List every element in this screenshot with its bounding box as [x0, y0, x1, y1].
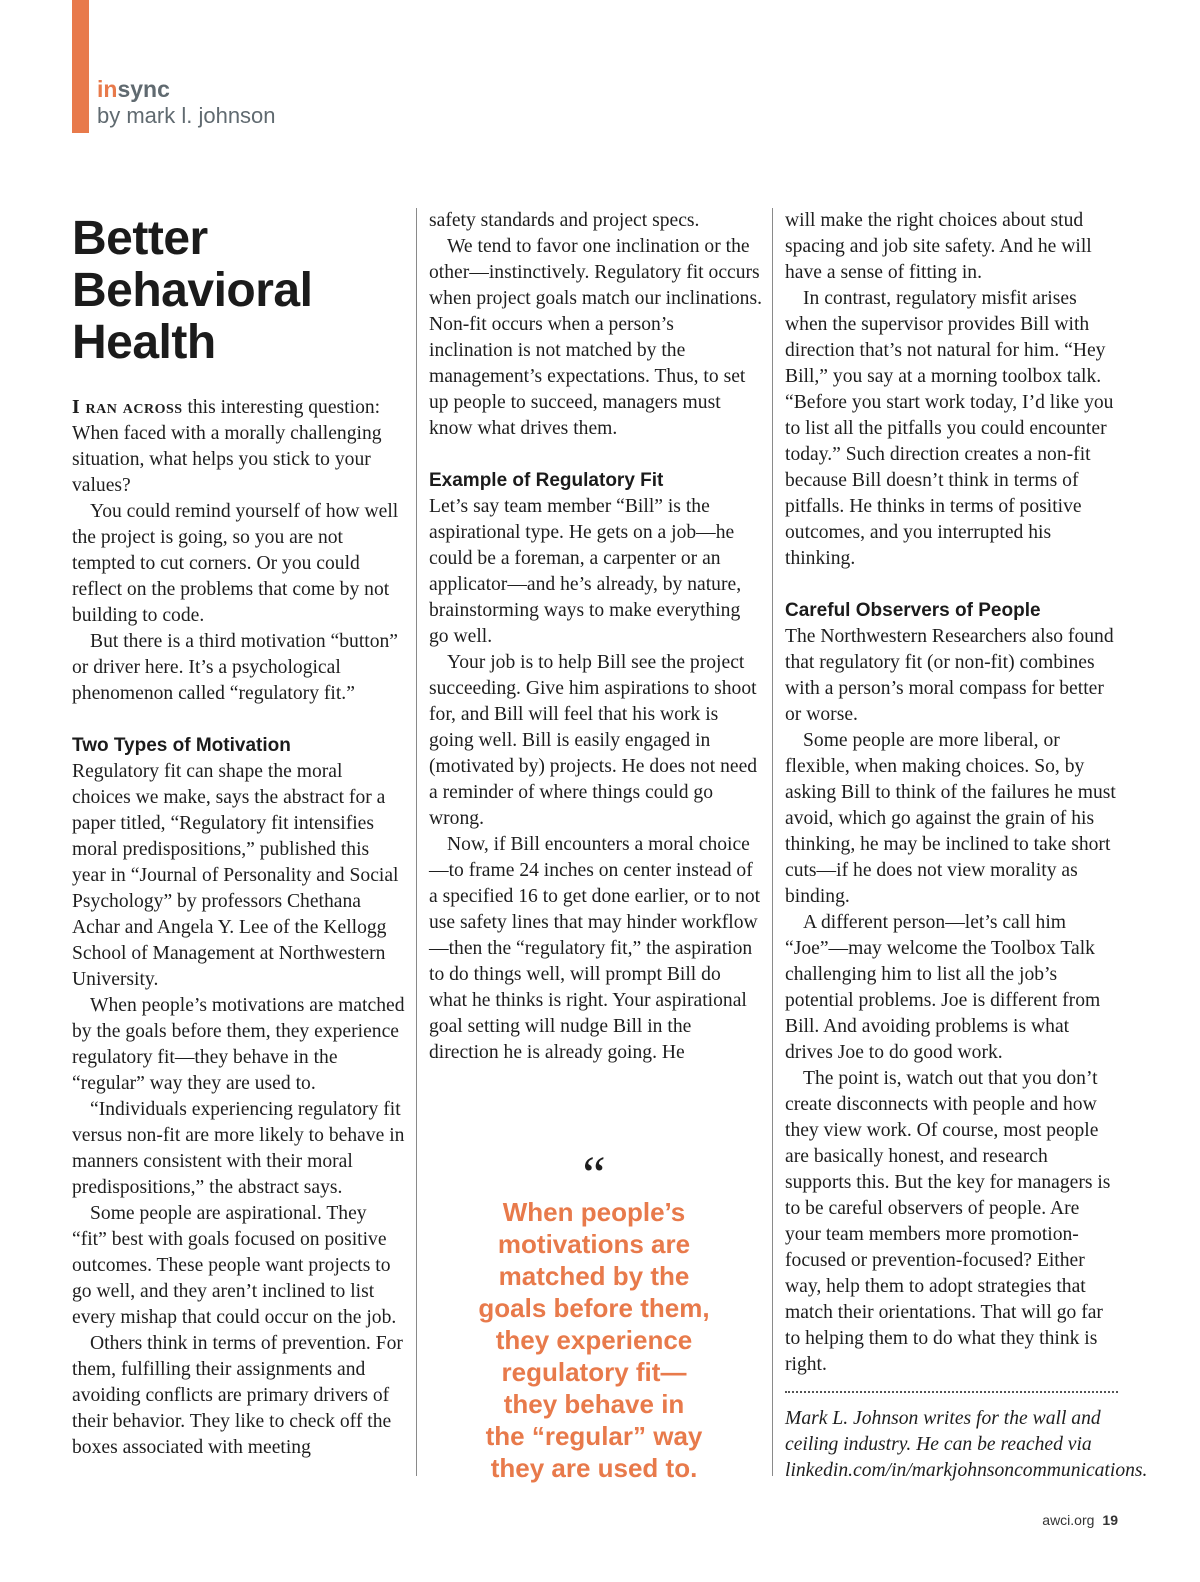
article-column-3 — [785, 208, 1118, 1378]
paragraph: Now, if Bill encounters a moral choice—to frame 24 inches on center instead of a specified 16 to get done earlier, or to not use safety lines that may hinder workflow—then the “regulatory fit,” the aspiration to do things well, will prompt Bill do what he thinks is right. Your aspirational goal setting will nudge Bill in the direction he is already going. He — [429, 834, 761, 1063]
paragraph: Some people are more liberal, or flexible, when making choices. So, by asking Bill to think of the failures he must avoid, which go against the grain of his thinking, he may be inclined to take short cuts—if he does not view morality as binding. — [785, 730, 1116, 907]
paragraph: We tend to favor one inclination or the other—instinctively. Regulatory fit occurs when project goals match our inclinations. Non-fit occurs when a person’s inclination is not matched by the management’s expectations. Thus, to set up people to succeed, managers must know what drives them. — [429, 236, 763, 439]
paragraph — [72, 395, 405, 499]
paragraph: Let’s say team member “Bill” is the aspirational type. He gets on a job—he could be a foreman, a carpenter or an applicator—and he’s already, by nature, brainstorming ways to make everything go well. — [429, 496, 742, 647]
paragraph: But there is a third motivation “button” or driver here. It’s a psychological phenomenon called “regulatory fit.” — [72, 631, 398, 704]
quote-mark-icon: “ — [582, 1147, 606, 1204]
pull-quote: When people’s motivations are matched by the goals before them, they experience regulatory fit— they behave in the “regular” way they are used to. — [478, 1197, 710, 1483]
paragraph: The point is, watch out that you don’t create disconnects with people and how they view work. Of course, most people are basically honest, and research supports this. But the key for managers is to be careful observers of people. Are your team members more promotion-focused or prevention-focused? Either way, help them to adopt strategies that match their orientations. That will go far to helping them to do what they think is right. — [785, 1068, 1111, 1375]
paragraph: You could remind yourself of how well the project is going, so you are not tempted to cut corners. Or you could reflect on the problems that come by not building to code. — [72, 501, 399, 626]
author-bio: Mark L. Johnson writes for the wall and ceiling industry. He can be reached via linkedin.com/in/markjohnsoncommunications. — [785, 1408, 1148, 1481]
article-column-2 — [429, 208, 762, 1066]
column-author: by mark l. johnson — [97, 103, 276, 128]
logo-sync: sync — [117, 76, 170, 102]
page-footer — [1042, 1512, 1118, 1528]
paragraph: Some people are aspirational. They “fit” best with goals focused on positive outcomes. These people want projects to go well, and they aren’t inclined to list every mishap that could occur on the job. — [72, 1203, 397, 1328]
paragraph: Others think in terms of prevention. For them, fulfilling their assignments and avoiding conflicts are primary drivers of their behavior. They like to check off the boxes associated with meeting — [72, 1333, 403, 1458]
paragraph: Your job is to help Bill see the project succeeding. Give him aspirations to shoot for, and Bill will feel that his work is going well. Bill is easily engaged in (motivated by) projects. He does not need a reminder of where things could go wrong. — [429, 652, 758, 829]
page-number: 19 — [1102, 1512, 1118, 1528]
paragraph: In contrast, regulatory misfit arises when the supervisor provides Bill with direction that’s not natural for him. “Hey Bill,” you say at a morning toolbox talk. “Before you start work today, I’d like you to list all the pitfalls you could encounter today.” Such direction creates a non-fit because Bill doesn’t think in terms of pitfalls. He thinks in terms of positive outcomes, and you interrupted his thinking. — [785, 288, 1114, 569]
paragraph: Regulatory fit can shape the moral choices we make, says the abstract for a paper titled, “Regulatory fit intensifies moral predispositions,” published this year in “Journal of Personality and Social Psychology” by professors Chethana Achar and Angela Y. Lee of the Kellogg School of Management at Northwestern University. — [72, 761, 399, 990]
article-headline: Better Behavioral Health — [72, 212, 313, 369]
column-logo — [97, 76, 170, 102]
paragraph: safety standards and project specs. — [429, 210, 700, 231]
footer-site: awci.org — [1042, 1512, 1095, 1528]
subheading: Two Types of Motivation — [72, 735, 291, 756]
lead-in: I ran across — [72, 397, 183, 418]
paragraph: “Individuals experiencing regulatory fit versus non-fit are more likely to behave in manners consistent with their moral predispositions,” the abstract says. — [72, 1099, 405, 1198]
subheading: Careful Observers of People — [785, 600, 1041, 621]
paragraph: When people’s motivations are matched by the goals before them, they experience regulatory fit—they behave in the “regular” way they are used to. — [72, 995, 405, 1094]
subheading: Example of Regulatory Fit — [429, 470, 664, 491]
column-divider — [416, 208, 417, 1476]
article-column-1 — [72, 208, 405, 1461]
bio-divider — [785, 1391, 1118, 1393]
paragraph: The Northwestern Researchers also found that regulatory fit (or non-fit) combines with a person’s moral compass for better or worse. — [785, 626, 1114, 725]
column-divider — [772, 208, 773, 1476]
paragraph: A different person—let’s call him “Joe”—may welcome the Toolbox Talk challenging him to list all the job’s potential problems. Joe is different from Bill. And avoiding problems is what drives Joe to do good work. — [785, 912, 1101, 1063]
accent-bar — [72, 0, 89, 133]
paragraph-text: this interesting question: When faced with a morally challenging situation, what helps you stick to your values? — [72, 397, 382, 496]
logo-in: in — [97, 76, 118, 102]
paragraph: will make the right choices about stud spacing and job site safety. And he will have a sense of fitting in. — [785, 210, 1092, 283]
